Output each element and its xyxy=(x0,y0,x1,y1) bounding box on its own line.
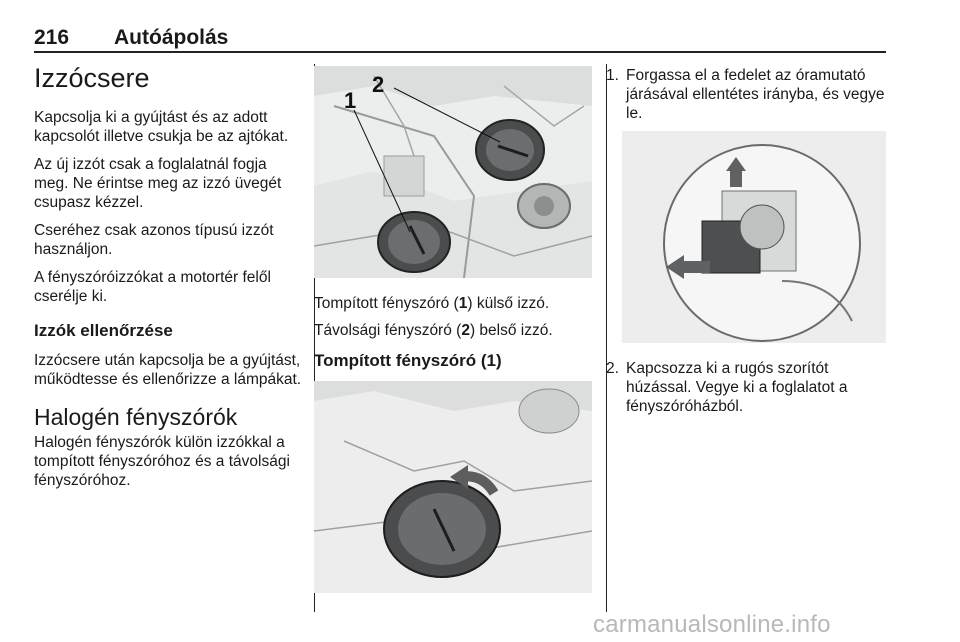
figure-caption-2: Távolsági fényszóró (2) belső izzó. xyxy=(314,322,553,339)
page-number: 216 xyxy=(34,26,70,49)
low-beam-cap-illustration xyxy=(314,381,592,593)
callout-1: 1 xyxy=(344,88,357,113)
section-title: Izzócsere xyxy=(34,63,150,93)
bulb-cap-icon xyxy=(384,481,500,577)
paragraph: Izzócsere után kapcsolja be a gyújtást, működtesse és ellenőrizze a lámpákat. xyxy=(34,352,302,388)
bulb-cap-2-icon xyxy=(476,120,544,180)
column-2 xyxy=(314,66,594,593)
header-rule xyxy=(34,51,886,53)
subheading-check: Izzók ellenőrzése xyxy=(34,321,173,340)
paragraph: Kapcsolja ki a gyújtást és az adott kapcsolót illetve csukja be az ajtókat. xyxy=(34,109,289,145)
section-title-halogen: Halogén fényszórók xyxy=(34,404,238,430)
figure-caption-1: Tompított fényszóró (1) külső izzó. xyxy=(314,295,550,312)
running-title: Autóápolás xyxy=(114,26,229,49)
engine-bay-illustration xyxy=(314,66,592,278)
step-1: 1. Forgassa el a fedelet az óramutató járásával ellentétes irányba, és vegye le. xyxy=(606,67,885,122)
subheading-low-beam: Tompított fényszóró (1) xyxy=(314,351,502,370)
callout-2: 2 xyxy=(372,72,385,97)
step-2: 2. Kapcsozza ki a rugós szorítót húzással. Vegye ki a foglalatot a fényszóróházból. xyxy=(606,360,848,415)
bulb-cap-1-icon xyxy=(378,212,450,272)
paragraph: Cseréhez csak azonos típusú izzót használjon. xyxy=(34,222,274,258)
column-3 xyxy=(606,66,886,416)
watermark: carmanualsonline.info xyxy=(593,611,831,638)
paragraph: A fényszóróizzókat a motortér felől cserélje ki. xyxy=(34,269,271,305)
paragraph: Halogén fényszórók külön izzókkal a tompított fényszóróhoz és a távolsági fényszóróhoz. xyxy=(34,434,290,489)
page-header xyxy=(34,26,886,52)
step-2-text: Kapcsozza ki a rugós szorítót húzással. Vegye ki a foglalatot a fényszóróházból. xyxy=(626,360,848,415)
paragraph: Az új izzót csak a foglalatnál fogja meg. Ne érintse meg az izzó üvegét csupasz kézzel. xyxy=(34,156,282,211)
column-1 xyxy=(34,62,302,490)
step-1-text: Forgassa el a fedelet az óramutató járásával ellentétes irányba, és vegye le. xyxy=(626,67,885,122)
socket-removal-illustration xyxy=(622,131,886,343)
